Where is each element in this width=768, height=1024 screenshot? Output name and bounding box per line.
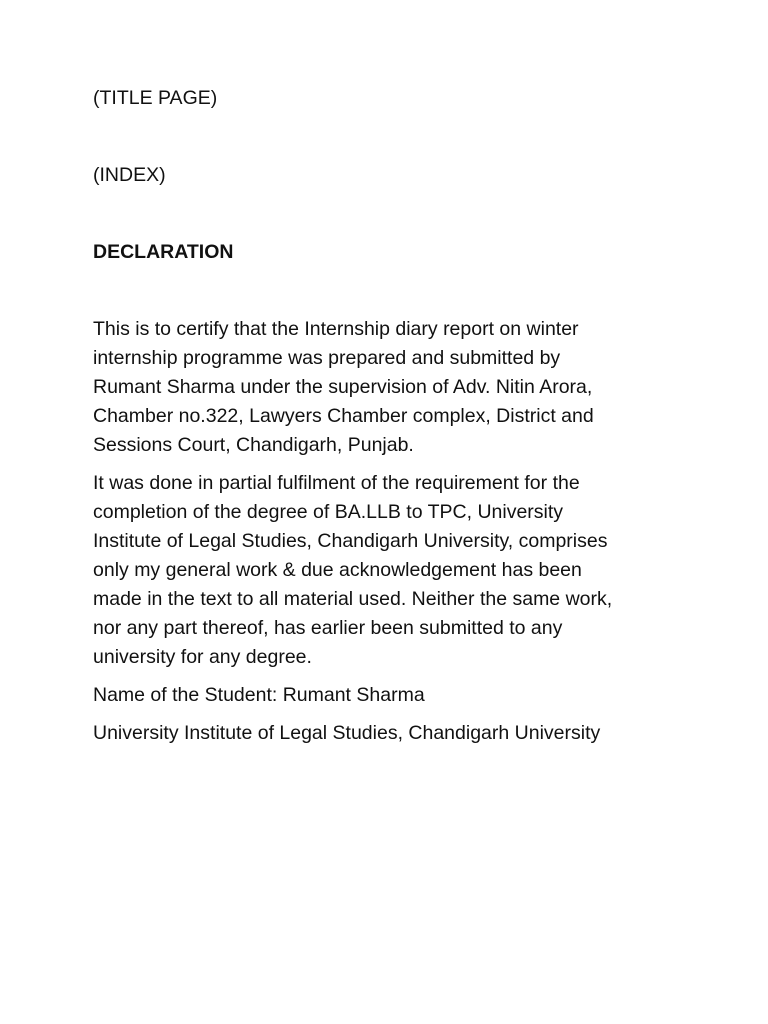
declaration-heading: DECLARATION [93,241,234,263]
paragraph-2-line: Institute of Legal Studies, Chandigarh University, comprises [93,530,608,552]
paragraph-1-line: This is to certify that the Internship diary report on winter [93,318,579,340]
title-page-placeholder: (TITLE PAGE) [93,87,218,109]
paragraph-2-line: nor any part thereof, has earlier been submitted to any [93,617,563,639]
declaration-paragraph-1 [93,315,673,460]
student-name-line: Name of the Student: Rumant Sharma [93,684,425,706]
paragraph-2-line: made in the text to all material used. Neither the same work, [93,588,613,610]
paragraph-1-line: Rumant Sharma under the supervision of Adv. Nitin Arora, [93,376,593,398]
paragraph-1-line: Sessions Court, Chandigarh, Punjab. [93,434,414,456]
paragraph-2-line: university for any degree. [93,646,312,668]
declaration-paragraph-2 [93,469,673,672]
index-placeholder: (INDEX) [93,164,166,186]
document-content [93,84,673,748]
paragraph-2-line: It was done in partial fulfilment of the requirement for the [93,472,580,494]
paragraph-2-line: only my general work & due acknowledgement has been [93,559,582,581]
university-line: University Institute of Legal Studies, Chandigarh University [93,722,601,744]
paragraph-2-line: completion of the degree of BA.LLB to TPC, University [93,501,564,523]
paragraph-1-line: internship programme was prepared and submitted by [93,347,561,369]
paragraph-1-line: Chamber no.322, Lawyers Chamber complex, District and [93,405,594,427]
